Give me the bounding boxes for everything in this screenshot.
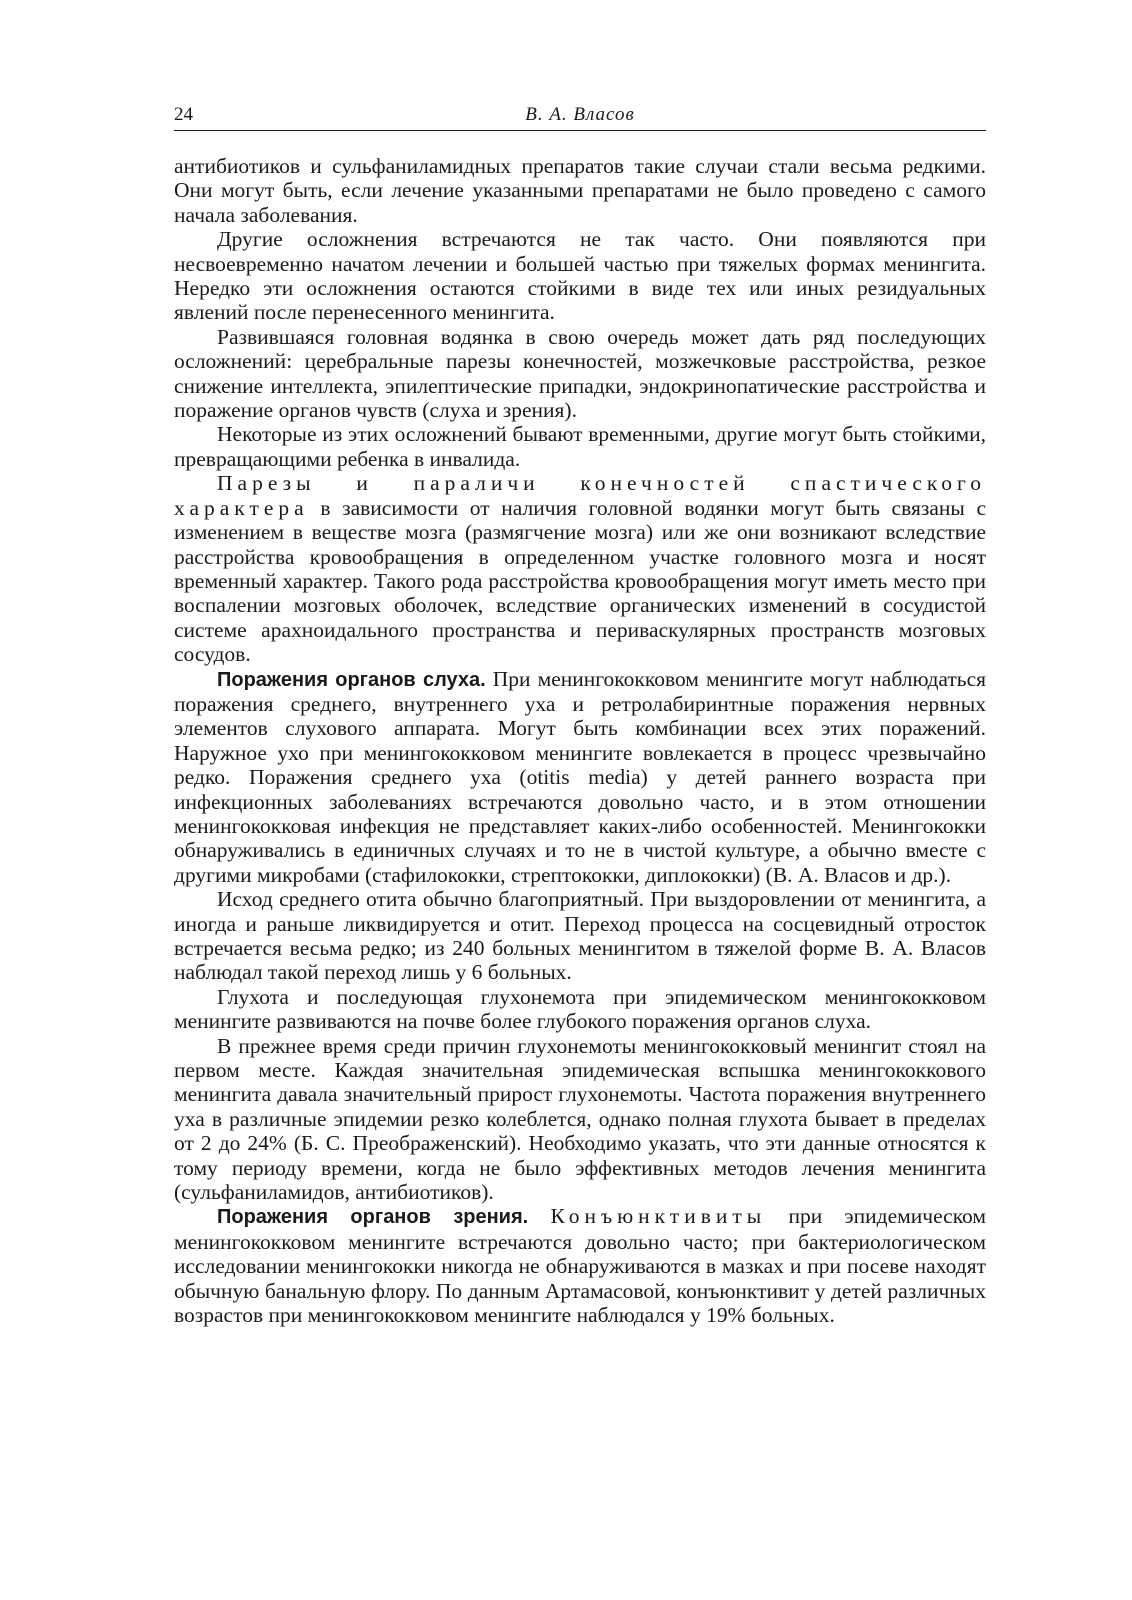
paragraph: Исход среднего отита обычно благоприятный. При выздоровлении от менингита, а иногда и раньше ликвидируется и отит. Переход процесса на сосцевидный отросток встречается весьма редко; из 240 больных менингитом в тяжелой форме В. А. Власов наблюдал такой переход лишь у 6 больных. [174, 887, 986, 985]
paragraph-text: при эпидемическом менингококковом менингите встречаются довольно часто; при бактериологическом исследовании менингококки никогда не обнаруживаются в мазках и при посеве находят обычную банальную флору. По данным Артамасовой, конъюнктивит у детей различных возрастов при менингококковом менингите наблюдался у 19% больных. [174, 1204, 987, 1328]
paragraph [174, 667, 986, 888]
paragraph: Развившаяся головная водянка в свою очередь может дать ряд последующих осложнений: церебральные парезы конечностей, мозжечковые расстройства, резкое снижение интеллекта, эпилептические припадки, эндокринопатические расстройства и поражение органов чувств (слуха и зрения). [174, 324, 986, 423]
paragraph: Другие осложнения встречаются не так часто. Они появляются при несвоевременно начатом лечении и большей частью при тяжелых формах менингита. Нередко эти осложнения остаются стойкими в виде тех или иных резидуальных явлений после перенесенного менингита. [174, 227, 986, 325]
paragraph-text: При менингококковом менингите могут наблюдаться поражения среднего, внутреннего уха и ретролабиринтные поражения нервных элементов слухового аппарата. Могут быть комбинации всех этих поражений. Наружное ухо при менингококковом менингите вовлекается в процесс чрезвычайно редко. Поражения среднего уха (otitis media) у детей раннего возраста при инфекционных заболеваниях встречаются довольно часто, и в этом отношении менингококковая инфекция не представляет каких-либо особенностей. Менингококки обнаруживались в единичных случаях и то не в чистой культуре, а обычно вместе с другими микробами (стафилококки, стрептококки, диплококки) (В. А. Власов и др.). [174, 666, 987, 887]
body-text [174, 154, 986, 1328]
running-head: В. А. Власов [525, 104, 635, 125]
paragraph [174, 471, 986, 666]
section-heading-vision: Поражения органов зрения. [217, 1206, 529, 1229]
paragraph-text: в зависимости от наличия головной водянки могут быть связаны с изменением в веществе мозга (размягчение мозга) или же они возникают вследствие расстройства кровообращения в определенном участке головного мозга и носят временный характер. Такого рода расстройства кровообращения могут иметь место при воспалении мозговых оболочек, вследствие органических изменений в сосудистой системе арахноидального пространства и периваскулярных пространств мозговых сосудов. [174, 495, 986, 667]
paragraph: Некоторые из этих осложнений бывают временными, другие могут быть стойкими, превращающими ребенка в инвалида. [174, 422, 986, 471]
page-number: 24 [174, 104, 193, 125]
paragraph: антибиотиков и сульфаниламидных препаратов такие случаи стали весьма редкими. Они могут быть, если лечение указанными препаратами не было проведено с самого начала заболевания. [174, 154, 986, 227]
paragraph: В прежнее время среди причин глухонемоты менингококковый менингит стоял на первом месте. Каждая значительная эпидемическая вспышка менингококкового менингита давала значительный прирост глухонемоты. Частота поражения внутреннего уха в различные эпидемии резко колеблется, однако полная глухота бывает в пределах от 2 до 24% (Б. С. Преображенский). Необходимо указать, что эти данные относятся к тому периоду времени, когда не было эффективных методов лечения менингита (сульфаниламидов, антибиотиков). [174, 1033, 986, 1205]
paragraph [174, 1204, 986, 1327]
section-heading-hearing: Поражения органов слуха. [217, 668, 486, 691]
paragraph: Глухота и последующая глухонемота при эпидемическом менингококковом менингите развиваются на почве более глубокого поражения органов слуха. [174, 984, 986, 1034]
spaced-term: Парезы и параличи конечностей спастического характера [174, 471, 986, 520]
page-header [174, 104, 986, 131]
spaced-term: Конъюнктивиты [550, 1204, 767, 1229]
